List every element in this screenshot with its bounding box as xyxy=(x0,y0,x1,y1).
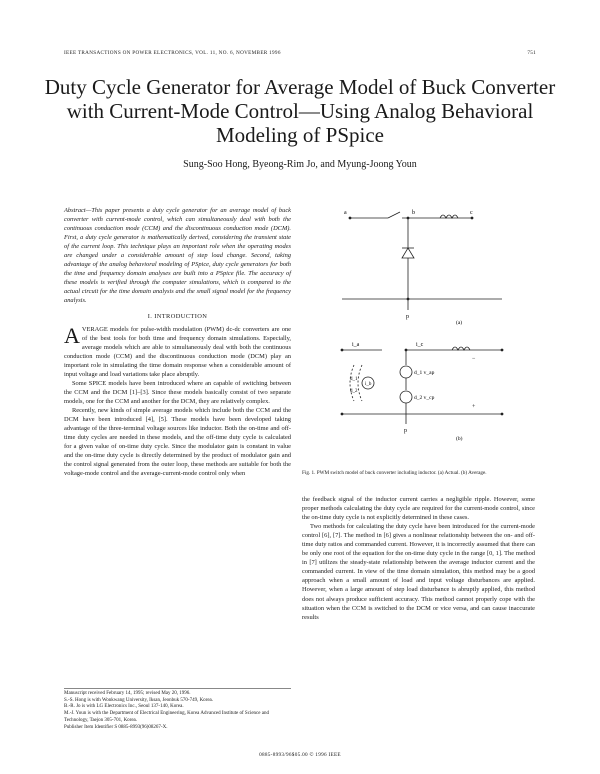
footnotes xyxy=(64,688,291,731)
plus-sign: + xyxy=(472,404,476,410)
page-number: 751 xyxy=(527,50,536,56)
intro-paragraph-1 xyxy=(64,322,291,379)
intro-paragraph-3: Recently, new kinds of simple average models which include both the CCM and the DCM have been introduced [4], [5]. These models have been developed taking advantage of the three-terminal voltage sources like inductor. Both the on-time and off-time duty cycles are needed in these models, and the off-time duty cycle is calculated for a given value of on-time duty cycle. Since the modulator gain is constant in value and the on-time duty cycle is directly determined by the product of modulator gain and the control signal generated from the outer loop, these methods are suitable for both the voltage-mode control and the average-current-mode control only when xyxy=(64,406,291,478)
node-p-label-b: p xyxy=(404,428,407,434)
figure-label-a: (a) xyxy=(456,320,463,326)
footnote: S.-S. Hong is with Wonkwang University, Iksan, Jeonbuk 570-749, Korea. xyxy=(64,697,214,703)
eq-d2-label: d_2 xyxy=(350,389,358,394)
drop-cap: A xyxy=(64,322,80,348)
current-ia-label: i_a xyxy=(352,342,360,348)
figure-label-b: (b) xyxy=(456,436,463,442)
right-paragraph-1: the feedback signal of the inductor current carries a negligible ripple. However, some proper methods calculating the duty cycle are required for the current-mode control, since the on-time duty cycle is not explicitly determined in these cases. xyxy=(302,496,535,522)
copyright-footer: 0885-8993/96$05.00 © 1996 IEEE xyxy=(259,752,341,758)
journal-name: IEEE TRANSACTIONS ON POWER ELECTRONICS, VOL. 11, NO. 6, NOVEMBER 1996 xyxy=(64,50,281,56)
abstract-label: Abstract— xyxy=(64,207,92,214)
abstract-text: This paper presents a duty cycle generator for an average model of buck converter with current-mode control, which can simultaneously deal with both the continuous conduction mode (CCM) and the discontinuous conduction mode (DCM). First, a duty cycle generator is mathematically derived, considering the transient state of the current loop. This technique plays an important role when the operating modes are changed under a considerable amount of step load change. Second, taking advantage of the analog behavioral modeling of PSpice, duty cycle generators for both the time and frequency domain analyses are built into a PSpice file. The accuracy of these models is verified through the computer simulations, which is compared to the actual circuit for the time domain analysis and the small signal model for the frequency analysis. xyxy=(64,207,291,305)
node-b-label-a: b xyxy=(412,210,415,216)
eq-d1-label: d_1 xyxy=(350,377,358,382)
abstract xyxy=(64,206,291,306)
figure-1-caption: Fig. 1. PWM switch model of buck converter including inductor. (a) Actual. (b) Average. xyxy=(302,470,487,476)
current-ic-label: i_c xyxy=(416,342,424,348)
left-column xyxy=(64,206,291,478)
running-header xyxy=(64,50,536,56)
footnote: B.-R. Jo is with LG Electronics Inc., Seoul 137-140, Korea. xyxy=(64,704,184,710)
current-ib-label: i_b xyxy=(365,382,372,387)
right-paragraph-2: Two methods for calculating the duty cycle have been introduced for the current-mode control [6], [7]. The method in [6] gives a nonlinear relationship between the on- and off-time duty ratios and commanded current. However, it is incorrectly assumed that there can be only one root of the equation for the on-time duty cycle in the range [0, 1]. The method in [7] utilizes the steady-state relationship between the average inductor current and the commanded current. In view of the time domain simulation, this method may be a good approach when a small amount of load and input voltage disturbances are applied. However, when a large amount of step load disturbance is abruptly applied, this method does not always produce sufficient accuracy. This method cannot properly cope with the situation when the CCM is switched to the DCM or vice versa, and can cause inaccurate results xyxy=(302,523,535,621)
node-p-label-a: p xyxy=(406,314,409,320)
author-list: Sung-Soo Hong, Byeong-Rim Jo, and Myung-Joong Youn xyxy=(183,159,417,170)
section-heading-introduction: I. INTRODUCTION xyxy=(147,312,208,320)
figure-1-circuit xyxy=(302,200,535,468)
footnote: M.-J. Youn is with the Department of Electrical Engineering, Korea Advanced Institute of Science and Technology, Taejon 305-701, Korea. xyxy=(64,711,269,723)
source-1-label: d_1 v_ap xyxy=(414,370,435,376)
minus-sign: − xyxy=(472,356,476,362)
intro-paragraph-2: Some SPICE models have been introduced where an capable of switching between the CCM and the DCM [1]–[3]. Since these models basically consist of two separate models, one for the CCM and another for the DCM, they are relatively complex. xyxy=(64,379,291,405)
right-column xyxy=(302,495,535,622)
source-2-label: d_2 v_cp xyxy=(414,395,435,401)
footnote: Manuscript received February 14, 1995; revised May 20, 1996. xyxy=(64,691,191,696)
node-a-label-a: a xyxy=(344,210,347,216)
node-c-label-a: c xyxy=(470,210,473,216)
footnote: Publisher Item Identifier S 0885-8993(96)08267-X. xyxy=(64,724,168,730)
paper-title: Duty Cycle Generator for Average Model of Buck Converter with Current-Mode Control—Using Analog Behavioral Modeling of PSpice xyxy=(44,75,556,147)
intro-paragraph-1-text: VERAGE models for pulse-width modulation (PWM) dc-dc converters are one of the best tools for both time and frequency domain simulations. Especially, average models which are able to simultaneously deal with both the continuous conduction mode (CCM) and the discontinuous conduction mode (DCM) play an important role in simulating the time domain response when a considerable amount of input voltage and load variations take place abruptly. xyxy=(64,325,291,378)
